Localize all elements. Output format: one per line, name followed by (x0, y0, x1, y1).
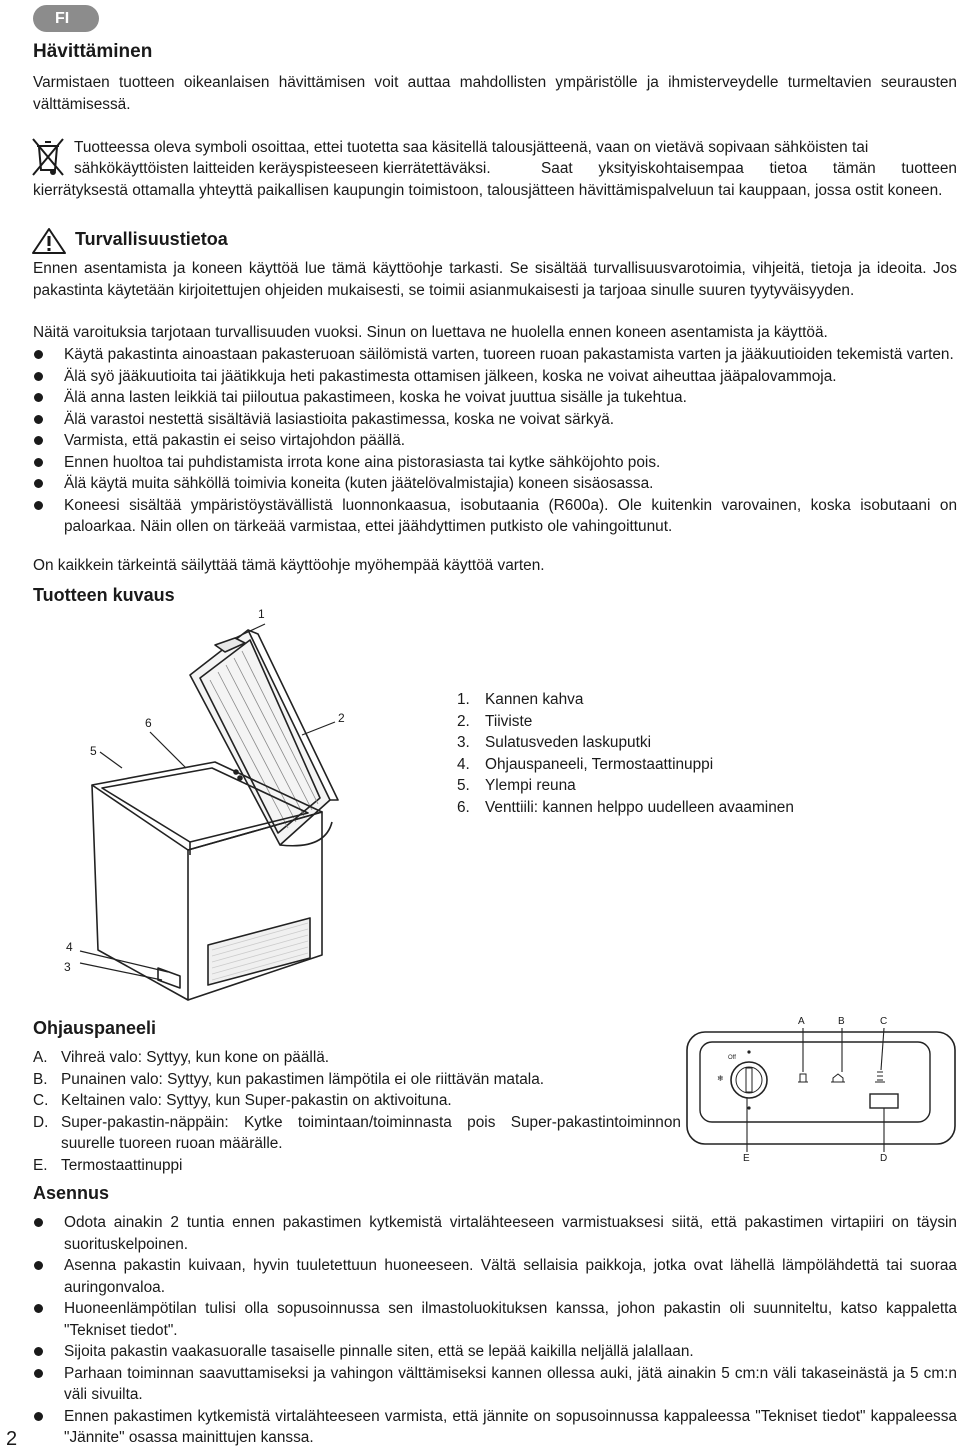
disposal-symbol-rest: Saat yksityiskohtaisempaa tietoa tämän tuotteen kierrätyksestä ottamalla yhteyttä paikallisen kaupungin toimistoon, talousjätteen hävittämispalveluun tai kauppaan, jossa ostit koneen. (33, 160, 957, 199)
bullet-icon (34, 1369, 43, 1378)
install-bullet-list (33, 1212, 957, 1449)
list-item: Sijoita pakastin vaakasuoralle tasaiselle pinnalle siten, että se lepää kaikilla neljällä jalallaan. (33, 1341, 957, 1363)
product-title: Tuotteen kuvaus (33, 585, 175, 605)
freezer-illustration (40, 600, 430, 1015)
callout-3: 3 (64, 960, 71, 974)
disposal-symbol-line-1: Tuotteessa oleva symboli osoittaa, ettei tuotetta saa käsitellä talousjätteenä, vaan on vietävä sopivaan sähköisten tai (74, 139, 869, 156)
disposal-symbol-line-2: sähkökäyttöisten laitteiden keräyspisteeseen kierrätettäväksi. (74, 160, 491, 177)
safety-warning-note: Näitä varoituksia tarjotaan turvallisuuden vuoksi. Sinun on luettava ne huolella ennen koneen asentamista ja käyttöä. (33, 324, 828, 341)
list-item: Asenna pakastin kuivaan, hyvin tuuletettuun huoneeseen. Vältä sellaisia paikkoja, jotka ovat lähellä lämpölähdettä tai suoraa auringonvaloa. (33, 1255, 957, 1298)
knob-off-label: Off (728, 1055, 736, 1061)
safety-intro: Ennen asentamista ja koneen käyttöä lue tämä käyttöohje tarkasti. Se sisältää turvallisuusvarotoimia, vihjeitä, tietoja ja ideoita. Jos pakastinta käytetään kirjoitettujen ohjeiden mukaisesti, se toimii asianmukaisesti ja tarjoaa sinulle suuren tyytyväisyyden. (33, 260, 957, 299)
safety-bullet-list (33, 344, 957, 538)
bullet-icon (34, 350, 43, 359)
install-title: Asennus (33, 1183, 110, 1203)
bullet-icon (34, 393, 43, 402)
disposal-intro: Varmistaen tuotteen oikeanlaisen hävittämisen voit auttaa mahdollisten ympäristölle ja ihmisterveydelle turmeltavien seurausten välttämisessä. (33, 74, 957, 113)
bullet-icon (34, 1412, 43, 1421)
list-item: C. Keltainen valo: Syttyy, kun Super-pakastin on aktivoituna. (33, 1092, 452, 1109)
list-item: D. Super-pakastin-näppäin: Kytke toimintaan/toiminnasta pois Super-pakastintoiminnon suurelle tuoreen ruoan määrälle. (33, 1113, 681, 1152)
safety-closing: On kaikkein tärkeintä säilyttää tämä käyttöohje myöhempää käyttöä varten. (33, 557, 545, 574)
bullet-icon (34, 436, 43, 445)
list-item: A. Vihreä valo: Syttyy, kun kone on päällä. (33, 1049, 330, 1066)
list-item: 3. Sulatusveden laskuputki (457, 734, 651, 751)
list-item: Ennen pakastimen kytkemistä virtalähteeseen varmista, että jännite on sopusoinnussa kappaleessa "Tekniset tiedot" kappaleessa "Jännite" osassa mainittujen kanssa. (33, 1406, 957, 1449)
callout-2: 2 (338, 711, 345, 725)
bullet-icon (34, 1347, 43, 1356)
parts-list (457, 689, 937, 818)
disposal-title: Hävittäminen (33, 41, 153, 62)
list-item: Ennen huoltoa tai puhdistamista irrota kone aina pistorasiasta tai kytke sähköjohto pois. (33, 452, 957, 474)
bullet-icon (34, 415, 43, 424)
list-item: Parhaan toiminnan saavuttamiseksi ja vahingon välttämiseksi kannen ollessa auki, jätä ainakin 5 cm:n väli takaseinästä ja 5 cm:n väli sivuilta. (33, 1363, 957, 1406)
control-title: Ohjauspaneeli (33, 1018, 157, 1038)
list-item: Älä syö jääkuutioita tai jäätikkuja heti pakastimesta ottamisen jälkeen, koska ne voivat aiheuttaa jääpalovammoja. (33, 366, 957, 388)
list-item: Varmista, että pakastin ei seiso virtajohdon päällä. (33, 430, 957, 452)
bullet-icon (34, 479, 43, 488)
list-item: B. Punainen valo: Syttyy, kun pakastimen lämpötila ei ole riittävän matala. (33, 1070, 545, 1088)
list-item: Käytä pakastinta ainoastaan pakasteruoan säilömistä varten, tuoreen ruoan pakastamista varten ja jääkuutioiden tekemistä varten. (33, 344, 957, 366)
callout-1: 1 (258, 607, 265, 621)
list-item: Älä anna lasten leikkiä tai piiloutua pakastimeen, koska he voivat juuttua sisälle ja tukehtua. (33, 387, 957, 409)
control-panel-diagram (684, 1012, 958, 1164)
list-item: Huoneenlämpötilan tulisi olla sopusoinnussa sen ilmastoluokituksen kanssa, johon pakastin oli suunniteltu, katso kappaletta "Tekniset tiedot". (33, 1298, 957, 1341)
page-number: 2 (6, 1428, 18, 1450)
list-item: Älä käytä muita sähköllä toimivia koneita (kuten jäätelövalmistajia) koneen sisäosassa. (33, 473, 957, 495)
safety-title: Turvallisuustietoa (75, 229, 228, 249)
callout-4: 4 (66, 940, 73, 954)
label-b: B (838, 1016, 845, 1027)
bullet-icon (34, 1218, 43, 1227)
bullet-icon (34, 458, 43, 467)
control-list (33, 1047, 681, 1176)
list-item: Koneesi sisältää ympäristöystävällistä luonnonkaasua, isobutaania (R600a). Ole kuitenkin varovainen, koska isobutaani on paloarkaa. Näin ollen on tärkeää varmistaa, ettei jäähdyttimen putkisto ole vahingoittunut. (33, 495, 957, 538)
label-d: D (880, 1153, 888, 1164)
label-a: A (798, 1016, 805, 1027)
warning-triangle-icon (31, 227, 67, 255)
snowflake-icon: ❄ (717, 1074, 724, 1083)
list-item: 1. Kannen kahva (457, 691, 584, 708)
label-e: E (743, 1153, 750, 1164)
list-item: 6. Venttiili: kannen helppo uudelleen avaaminen (457, 798, 794, 816)
callout-5: 5 (90, 744, 97, 758)
bullet-icon (34, 501, 43, 510)
callout-6: 6 (145, 716, 152, 730)
list-item: 5. Ylempi reuna (457, 777, 576, 794)
list-item: Älä varastoi nestettä sisältäviä lasiastioita pakastimessa, koska ne voivat särkyä. (33, 409, 957, 431)
list-item: Odota ainakin 2 tuntia ennen pakastimen kytkemistä virtalähteeseen varmistuaksesi siitä, että pakastimen virtapiiri on täysin suorituskelpoinen. (33, 1212, 957, 1255)
language-tab: FI (33, 5, 99, 32)
list-item: E. Termostaattinuppi (33, 1156, 183, 1174)
bullet-icon (34, 1261, 43, 1270)
list-item: 2. Tiiviste (457, 712, 533, 730)
bullet-icon (34, 1304, 43, 1313)
list-item: 4. Ohjauspaneeli, Termostaattinuppi (457, 755, 714, 773)
bullet-icon (34, 372, 43, 381)
label-c: C (880, 1016, 888, 1027)
